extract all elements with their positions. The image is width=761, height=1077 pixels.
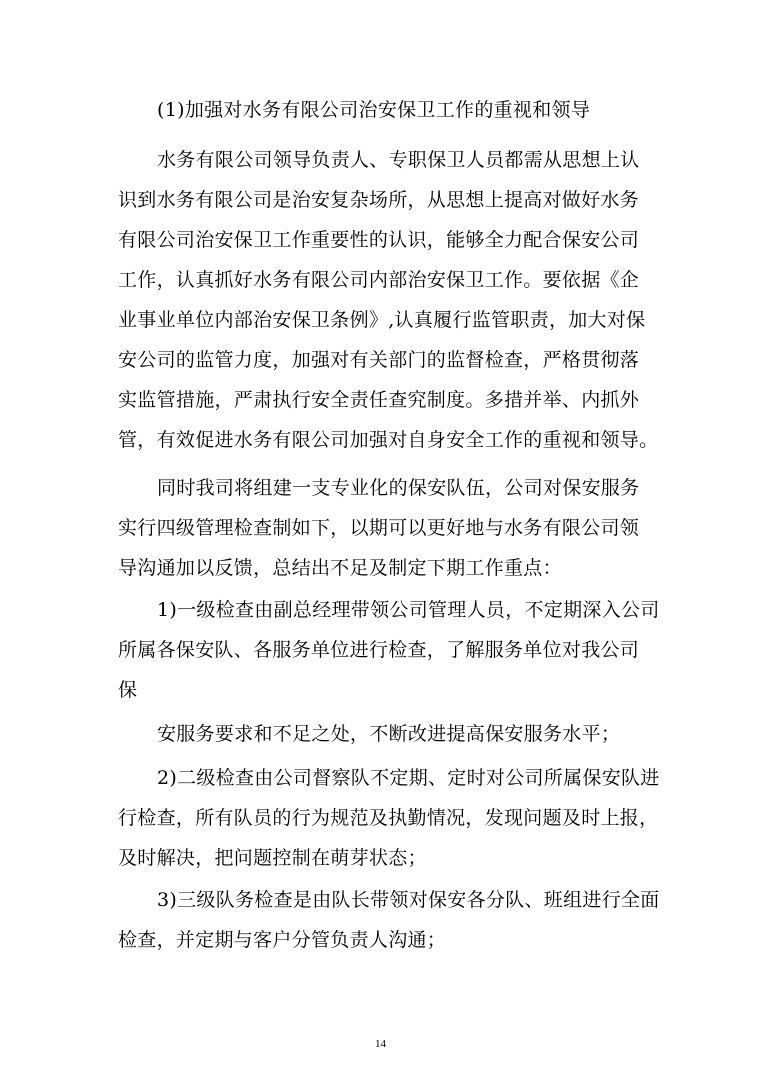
text-line: 管，有效促进水务有限公司加强对自身安全工作的重视和领导。 (118, 429, 659, 451)
text-line: 有限公司治安保卫工作重要性的认识，能够全力配合保安公司 (118, 229, 640, 251)
text-line: 1)一级检查由副总经理带领公司管理人员，不定期深入公司 (157, 599, 660, 621)
text-line: 识到水务有限公司是治安复杂场所，从思想上提高对做好水务 (118, 189, 640, 211)
text-line: 业事业单位内部治安保卫条例》,认真履行监管职责，加大对保 (118, 309, 646, 331)
text-line: 实行四级管理检查制如下，以期可以更好地与水务有限公司领 (118, 517, 640, 539)
text-line: 同时我司将组建一支专业化的保安队伍，公司对保安服务 (157, 477, 640, 499)
text-line: 安服务要求和不足之处，不断改进提高保安服务水平； (157, 723, 621, 745)
text-line: 所属各保安队、各服务单位进行检查，了解服务单位对我公司 (118, 639, 640, 661)
text-line: 及时解决，把问题控制在萌芽状态； (118, 847, 427, 869)
page-number: 14 (375, 1038, 386, 1050)
text-line: 安公司的监管力度，加强对有关部门的监督检查，严格贯彻落 (118, 349, 640, 371)
text-line: 检查，并定期与客户分管负责人沟通； (118, 929, 447, 951)
text-line: 实监管措施，严肃执行安全责任查究制度。多措并举、内抓外 (118, 389, 640, 411)
text-line: 2)二级检查由公司督察队不定期、定时对公司所属保安队进 (157, 767, 660, 789)
text-line: 3)三级队务检查是由队长带领对保安各分队、班组进行全面 (157, 889, 660, 911)
text-line: 行检查，所有队员的行为规范及执勤情况，发现问题及时上报， (118, 807, 659, 829)
text-line: 导沟通加以反馈，总结出不足及制定下期工作重点： (118, 557, 562, 579)
text-line: 水务有限公司领导负责人、专职保卫人员都需从思想上认 (157, 149, 640, 171)
section-heading: (1)加强对水务有限公司治安保卫工作的重视和领导 (157, 99, 591, 121)
text-line: 保 (118, 679, 138, 701)
text-line: 工作，认真抓好水务有限公司内部治安保卫工作。要依据《企 (118, 269, 640, 291)
